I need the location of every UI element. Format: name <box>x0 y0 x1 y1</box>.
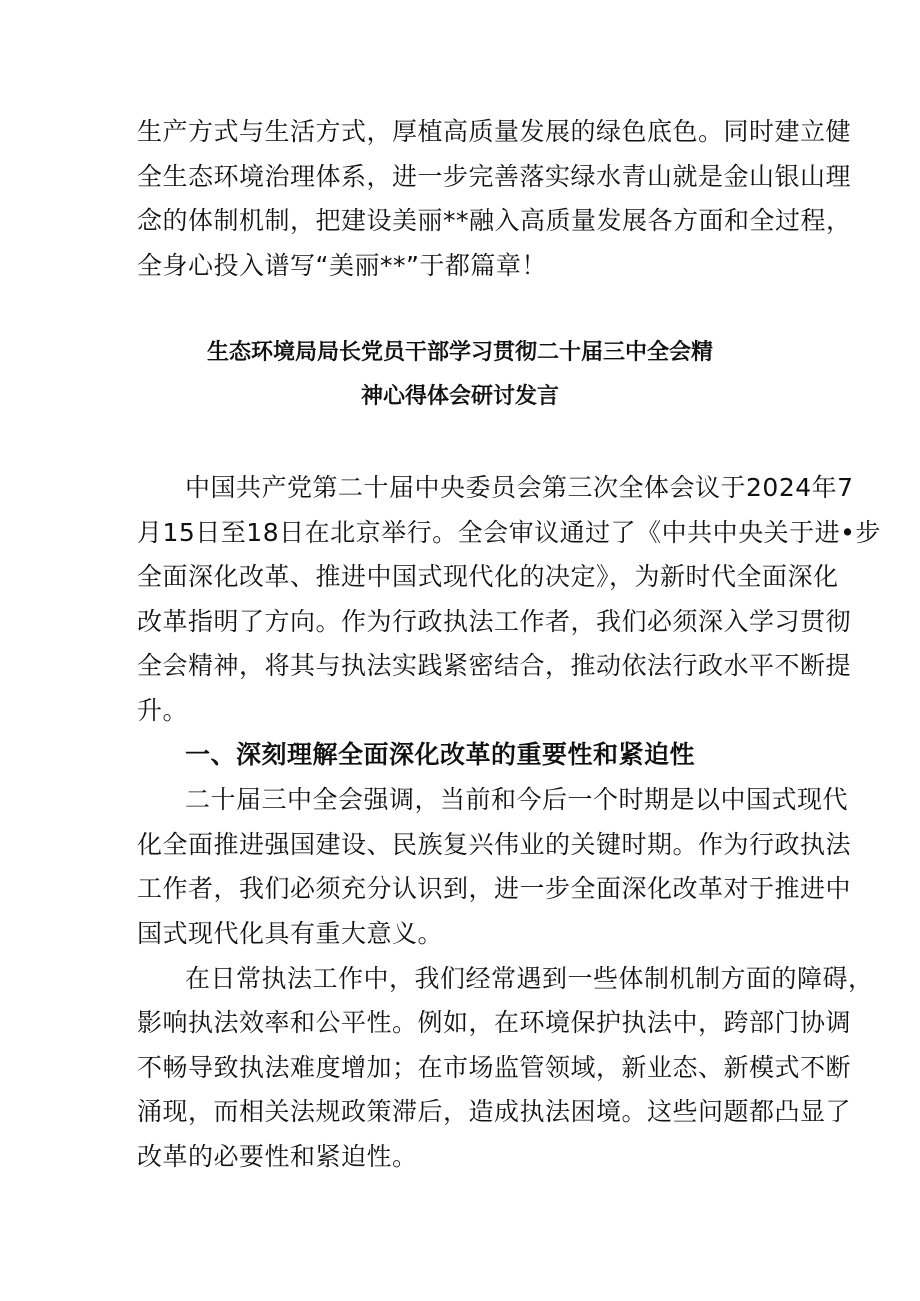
text-line: 化全面推进强国建设、民族复兴伟业的关键时期。作为行政执法 <box>137 830 852 859</box>
text-line: 中国共产党第二十届中央委员会第三次全体会议于2024年7 <box>185 473 854 502</box>
text-line: 升。 <box>137 696 189 725</box>
text-line: 月15日至18日在北京举行。全会审议通过了《中共中央关于进•步 <box>137 518 881 547</box>
text-line: 改革指明了方向。作为行政执法工作者，我们必须深入学习贯彻 <box>137 607 852 636</box>
text-line: 工作者，我们必须充分认识到，进一步全面深化改革对于推进中 <box>137 874 852 903</box>
text-line: 念的体制机制，把建设美丽**融入高质量发展各方面和全过程， <box>137 206 852 235</box>
text-line: 不畅导致执法难度增加；在市场监管领域，新业态、新模式不断 <box>137 1053 852 1082</box>
title-line: 神心得体会研讨发言 <box>360 384 559 409</box>
text-line: 全会精神，将其与执法实践紧密结合，推动依法行政水平不断提 <box>137 651 852 680</box>
title-line: 生态环境局局长党员干部学习贯彻二十届三中全会精 <box>206 340 713 365</box>
text-line: 全身心投入谱写“美丽**”于都篇章！ <box>137 251 547 280</box>
text-line: 改革的必要性和紧迫性。 <box>137 1142 418 1171</box>
section-heading: 一、深刻理解全面深化改革的重要性和紧迫性 <box>185 740 696 769</box>
text-line: 影响执法效率和公平性。例如，在环境保护执法中，跨部门协调 <box>137 1008 852 1037</box>
text-line: 生产方式与生活方式，厚植高质量发展的绿色底色。同时建立健 <box>137 117 852 146</box>
text-line: 全面深化改革、推进中国式现代化的决定》，为新时代全面深化 <box>137 562 839 591</box>
text-line: 二十届三中全会强调，当前和今后一个时期是以中国式现代 <box>185 785 849 814</box>
text-line: 涌现，而相关法规政策滞后，造成执法困境。这些问题都凸显了 <box>137 1097 852 1126</box>
text-line: 在日常执法工作中，我们经常遇到一些体制机制方面的障碍， <box>185 964 874 993</box>
text-line: 国式现代化具有重大意义。 <box>137 919 444 948</box>
text-line: 全生态环境治理体系，进一步完善落实绿水青山就是金山银山理 <box>137 162 852 191</box>
